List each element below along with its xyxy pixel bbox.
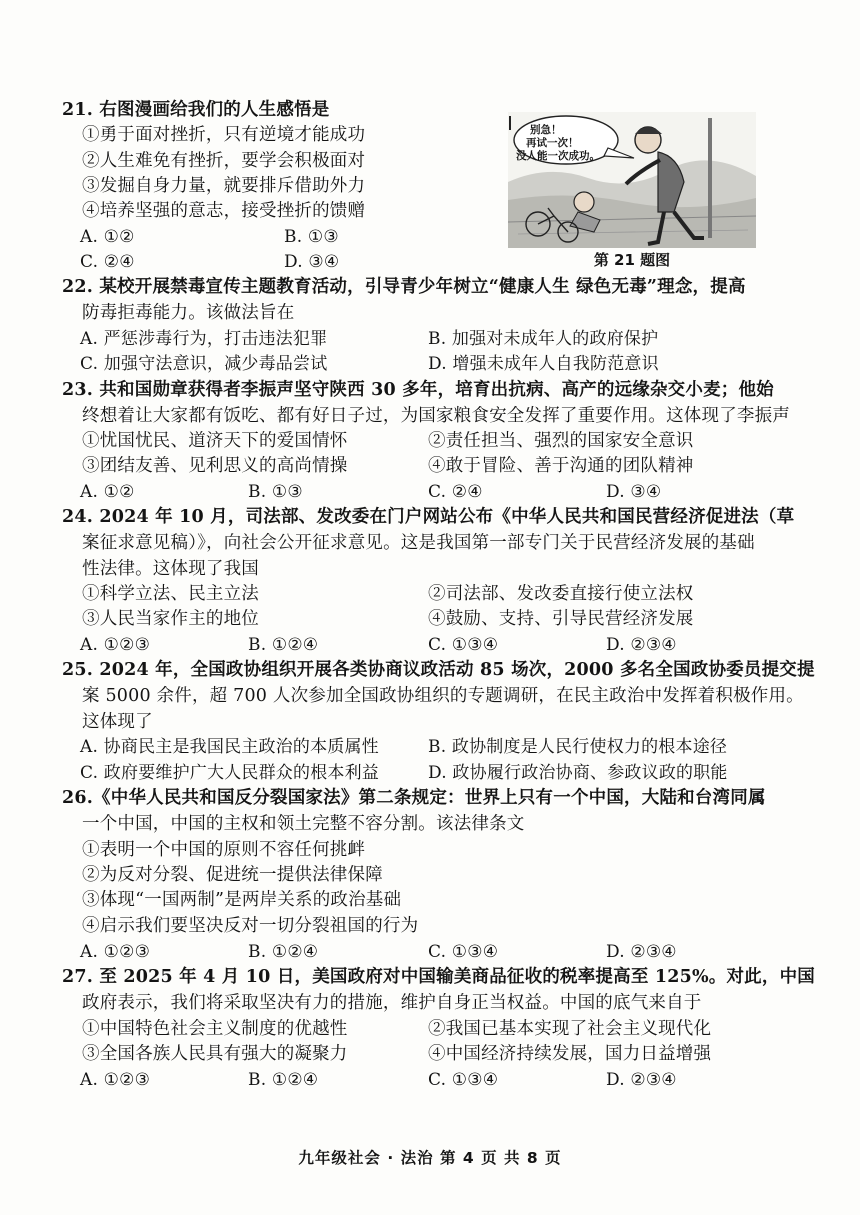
statement: ①科学立法、民主立法 [82,584,259,604]
question-stem: 防毒拒毒能力。该做法旨在 [82,303,295,323]
statement: ④启示我们要坚决反对一切分裂祖国的行为 [82,916,419,936]
option-a: A. ①② [80,482,135,502]
option-c: C. ①③④ [428,942,499,962]
figure-caption: 第 21 题图 [593,251,671,269]
statement: ③发掘自身力量，就要排斥借助外力 [82,176,366,196]
page-footer: 九年级社会 · 法治 第 4 页 共 8 页 [298,1149,562,1167]
option-a: A. 协商民主是我国民主政治的本质属性 [80,737,379,757]
statement: ①勇于面对挫折，只有逆境才能成功 [82,125,366,145]
statement: ④鼓励、支持、引导民营经济发展 [428,609,694,629]
option-a: A. 严惩涉毒行为，打击违法犯罪 [80,329,328,349]
question-stem: 政府表示，我们将采取坚决有力的措施，维护自身正当权益。中国的底气来自于 [82,993,702,1013]
question-stem: 23. 共和国勋章获得者李振声坚守陕西 30 多年，培育出抗病、高产的远缘杂交小麦；他始 [62,380,774,400]
option-d: D. ②③④ [606,942,677,962]
option-b: B. ①③ [284,227,339,247]
option-b: B. ①②④ [248,635,319,655]
question-stem: 21. 右图漫画给我们的人生感悟是 [62,100,330,120]
option-c: C. ①③④ [428,635,499,655]
statement: ①忧国忧民、道济天下的爱国情怀 [82,431,348,451]
option-b: B. ①③ [248,482,303,502]
statement: ④敢于冒险、善于沟通的团队精神 [428,456,694,476]
option-c: C. ②④ [80,252,135,272]
option-d: D. ③④ [284,252,340,272]
option-d: D. ②③④ [606,635,677,655]
question-stem: 性法律。这体现了我国 [82,559,259,579]
question-stem: 22. 某校开展禁毒宣传主题教育活动，引导青少年树立“健康人生 绿色无毒”理念，提高 [62,277,746,297]
option-b: B. ①②④ [248,1070,319,1090]
statement: ③全国各族人民具有强大的凝聚力 [82,1044,348,1064]
statement: ③团结友善、见利思义的高尚情操 [82,456,348,476]
option-a: A. ①②③ [80,942,151,962]
statement: ②为反对分裂、促进统一提供法律保障 [82,865,383,885]
question-stem: 案征求意见稿）》，向社会公开征求意见。这是我国第一部专门关于民营经济发展的基础 [82,533,755,553]
statement: ③体现“一国两制”是两岸关系的政治基础 [82,890,402,910]
option-a: A. ①②③ [80,1070,151,1090]
statement: ④中国经济持续发展，国力日益增强 [428,1044,712,1064]
speech-line: 没人能一次成功。 [516,150,600,162]
option-d: D. ②③④ [606,1070,677,1090]
question-stem: 一个中国，中国的主权和领土完整不容分割。该法律条文 [82,814,525,834]
statement: ①表明一个中国的原则不容任何挑衅 [82,840,366,860]
option-d: D. ③④ [606,482,662,502]
option-b: B. ①②④ [248,942,319,962]
option-c: C. 加强守法意识，减少毒品尝试 [80,354,328,374]
question-stem: 这体现了 [82,712,153,732]
statement: ②人生难免有挫折，要学会积极面对 [82,151,366,171]
speech-line: 别急！ [530,124,562,136]
option-c: C. ②④ [428,482,483,502]
question-stem: 终想着让大家都有饭吃、都有好日子过，为国家粮食安全发挥了重要作用。这体现了李振声 [82,406,790,426]
question-stem: 26.《中华人民共和国反分裂国家法》第二条规定：世界上只有一个中国，大陆和台湾同属 [62,788,766,808]
statement: ①中国特色社会主义制度的优越性 [82,1019,348,1039]
cartoon-figure [508,112,756,270]
statement: ③人民当家作主的地位 [82,609,259,629]
question-stem: 案 5000 余件，超 700 人次参加全国政协组织的专题调研，在民主政治中发挥着积极作用。 [82,686,804,706]
option-a: A. ①②③ [80,635,151,655]
option-a: A. ①② [80,227,135,247]
question-stem: 25. 2024 年，全国政协组织开展各类协商议政活动 85 场次，2000 多名全国政协委员提交提 [62,660,815,680]
option-b: B. 政协制度是人民行使权力的根本途径 [428,737,728,757]
statement: ②司法部、发改委直接行使立法权 [428,584,694,604]
statement: ④培养坚强的意志，接受挫折的馈赠 [82,201,366,221]
statement: ②我国已基本实现了社会主义现代化 [428,1019,712,1039]
option-c: C. ①③④ [428,1070,499,1090]
option-b: B. 加强对未成年人的政府保护 [428,329,659,349]
option-d: D. 增强未成年人自我防范意识 [428,354,659,374]
option-c: C. 政府要维护广大人民群众的根本利益 [80,763,380,783]
question-stem: 24. 2024 年 10 月，司法部、发改委在门户网站公布《中华人民共和国民营经济促进法（草 [62,507,795,527]
option-d: D. 政协履行政治协商、参政议政的职能 [428,763,728,783]
question-stem: 27. 至 2025 年 4 月 10 日，美国政府对中国输美商品征收的税率提高至 125%。对此，中国 [62,967,815,987]
statement: ②责任担当、强烈的国家安全意识 [428,431,694,451]
speech-line: 再试一次！ [526,137,579,149]
